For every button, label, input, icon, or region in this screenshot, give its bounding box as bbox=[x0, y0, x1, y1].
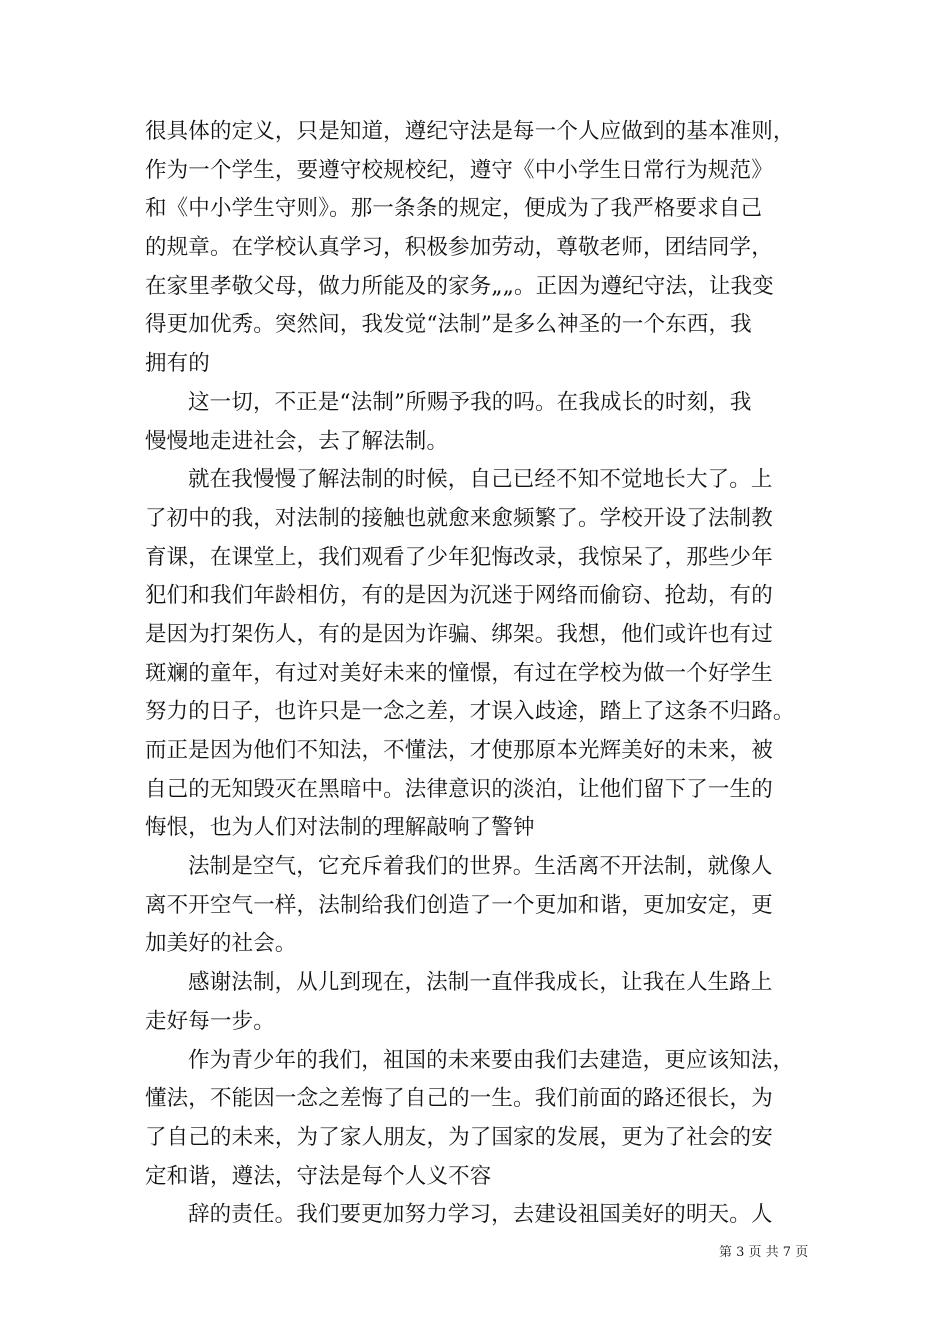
text-line: 了初中的我，对法制的接触也就愈来愈频繁了。学校开设了法制教 bbox=[145, 505, 773, 531]
paragraph-start-line: 辞的责任。我们要更加努力学习，去建设祖国美好的明天。人 bbox=[188, 1202, 773, 1228]
body-text bbox=[145, 113, 815, 1235]
paragraph-start-line: 感谢法制，从儿到现在，法制一直伴我成长，让我在人生路上 bbox=[188, 970, 773, 996]
paragraph-start-line: 这一切，不正是“法制”所赐予我的吗。在我成长的时刻，我 bbox=[188, 389, 752, 415]
text-line: 离不开空气一样，法制给我们创造了一个更加和谐，更加安定，更 bbox=[145, 892, 773, 918]
text-line: 的规章。在学校认真学习，积极参加劳动，尊敬老师，团结同学， bbox=[145, 235, 773, 261]
text-line: 悔恨，也为人们对法制的理解敲响了警钟 bbox=[145, 815, 535, 841]
text-line: 犯们和我们年龄相仿，有的是因为沉迷于网络而偷窃、抢劫，有的 bbox=[145, 583, 773, 609]
text-line: 而正是因为他们不知法，不懂法，才使那原本光辉美好的未来，被 bbox=[145, 738, 773, 763]
text-line: 作为一个学生，要遵守校规校纪，遵守《中小学生日常行为规范》 bbox=[145, 157, 773, 183]
text-line: 很具体的定义，只是知道，遵纪守法是每一个人应做到的基本准则， bbox=[145, 119, 795, 144]
text-line: 拥有的 bbox=[145, 351, 210, 377]
text-line: 是因为打架伤人，有的是因为诈骗、绑架。我想，他们或许也有过 bbox=[145, 621, 773, 647]
text-line: 努力的日子，也许只是一念之差，才误入歧途，踏上了这条不归路。 bbox=[145, 699, 795, 725]
paragraph-start-line: 就在我慢慢了解法制的时候，自己已经不知不觉地长大了。上 bbox=[188, 467, 773, 493]
text-line: 懂法，不能因一念之差悔了自己的一生。我们前面的路还很长，为 bbox=[145, 1086, 773, 1112]
text-line: 得更加优秀。突然间，我发觉“法制”是多么神圣的一个东西，我 bbox=[145, 312, 752, 338]
text-line: 和《中小学生守则》。那一条条的规定，便成为了我严格要求自己 bbox=[145, 196, 763, 222]
paragraph-start-line: 法制是空气，它充斥着我们的世界。生活离不开法制，就像人 bbox=[188, 854, 773, 880]
text-line: 在家里孝敬父母，做力所能及的家务„„。正因为遵纪守法，让我变 bbox=[145, 273, 774, 299]
paragraph-start-line: 作为青少年的我们，祖国的未来要由我们去建造，更应该知法， bbox=[188, 1047, 795, 1073]
page-number: 第 3 页 共 7 页 bbox=[719, 1245, 809, 1260]
text-line: 了自己的未来，为了家人朋友，为了国家的发展，更为了社会的安 bbox=[145, 1124, 773, 1150]
text-line: 育课，在课堂上，我们观看了少年犯悔改录，我惊呆了，那些少年 bbox=[145, 544, 773, 570]
text-line: 慢慢地走进社会，去了解法制。 bbox=[145, 428, 449, 454]
text-line: 斑斓的童年，有过对美好未来的憧憬，有过在学校为做一个好学生 bbox=[145, 660, 773, 686]
text-line: 定和谐，遵法，守法是每个人义不容 bbox=[145, 1163, 492, 1189]
text-line: 自己的无知毁灭在黑暗中。法律意识的淡泊，让他们留下了一生的 bbox=[145, 776, 773, 802]
text-line: 加美好的社会。 bbox=[145, 931, 297, 957]
text-line: 走好每一步。 bbox=[145, 1008, 275, 1034]
